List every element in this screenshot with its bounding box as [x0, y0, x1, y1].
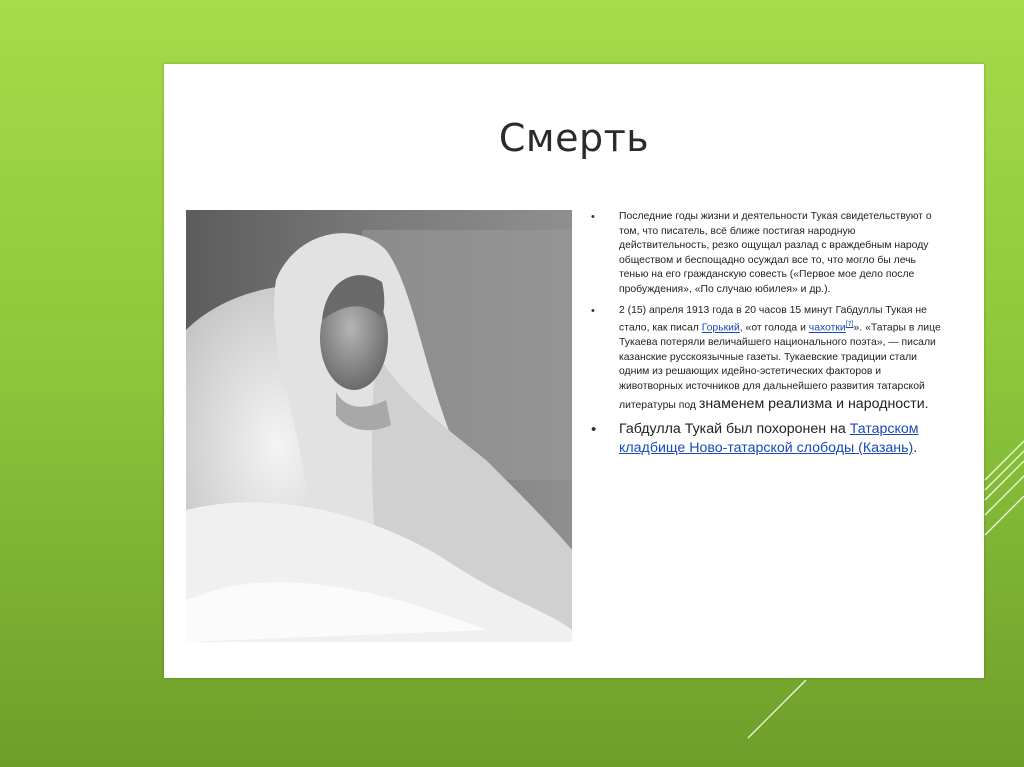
- bullet-item-last-years: [587, 210, 947, 298]
- bullet-item-burial: [587, 420, 947, 458]
- bullet-text-part: , «от голода и: [739, 322, 809, 334]
- bullet-text: Последние годы жизни и деятельности Тукая свидетельствуют о том, что писатель, всё ближе постигая народную действительность, резко ощущал разлад с враждебным народу обществом и беспощадно осуждал все то, что могло бы лечь тенью на его гражданскую совесть («Первое мое дело после пробуждения», «По случаю юбилея» и др.).: [619, 211, 932, 295]
- bullet-text-part: Габдулла Тукай был похоронен на: [619, 420, 850, 437]
- bullet-text-part: .: [913, 439, 918, 456]
- link-gorky[interactable]: Горький: [701, 322, 740, 334]
- bullet-text-part: ». «Татары в лице Тукаева потеряли величайшего национального поэта», — писали казанские русскоязычные газеты. Тукаевские традиции стали одним из решающих идейно-эстетических факторов и животворных источников для дальнейшего развития татарской литературы под: [619, 322, 941, 411]
- bullet-item-death-date: [587, 304, 947, 414]
- bullet-text-part: 2 (15) апреля 1913 года в 20 часов 15 минут Габдуллы Тукая не стало, как писал: [619, 304, 927, 334]
- portrait-photo: [186, 210, 572, 642]
- link-tuberculosis[interactable]: чахотки: [808, 322, 846, 334]
- footnote-link[interactable]: [7]: [845, 321, 854, 329]
- link-tatar-cemetery[interactable]: Татарском кладбище Ново-татарской слободы (Казань): [619, 420, 919, 456]
- bullet-text-part-large: знаменем реализма и народности.: [698, 395, 929, 412]
- slide-panel: [164, 64, 984, 678]
- slide-title: Смерть: [498, 116, 650, 160]
- bullet-list: [587, 210, 947, 464]
